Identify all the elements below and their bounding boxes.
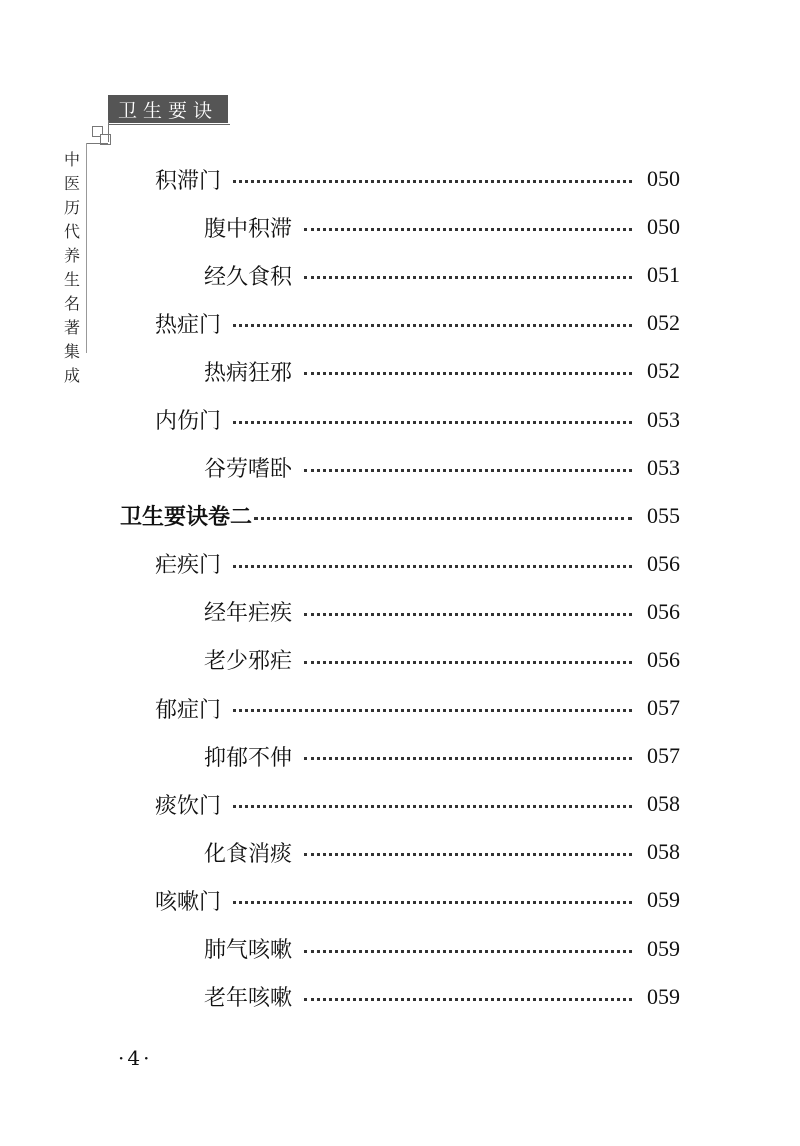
toc-entry-title: 经久食积: [204, 264, 293, 290]
toc-entry: [120, 925, 680, 973]
toc-entry-title: 经年疟疾: [204, 601, 293, 627]
toc-entry: [120, 203, 680, 251]
toc-entry-page: 059: [647, 935, 680, 961]
toc-entry-title: 痰饮门: [155, 793, 222, 819]
toc-entry-page: 051: [647, 262, 680, 288]
toc-leader-dots: [233, 564, 632, 568]
toc-entry-title: 老年咳嗽: [204, 986, 293, 1012]
toc-entry: [120, 828, 680, 876]
toc-entry-page: 055: [647, 502, 680, 528]
toc-entry-page: 059: [647, 983, 680, 1009]
series-title-char: 集: [63, 342, 80, 361]
toc-leader-dots: [304, 949, 632, 953]
series-title-char: 生: [63, 270, 80, 289]
toc-entry-page: 050: [647, 166, 680, 192]
toc-entry-page: 052: [647, 310, 680, 336]
toc-entry-page: 056: [647, 550, 680, 576]
toc-entry-title: 抑郁不伸: [204, 745, 293, 771]
series-title-char: 名: [63, 294, 80, 313]
toc-entry-page: 058: [647, 839, 680, 865]
toc-entry-page: 058: [647, 791, 680, 817]
series-title-border: [86, 143, 87, 353]
toc-entry-title: 肺气咳嗽: [204, 938, 293, 964]
toc-entry-page: 056: [647, 598, 680, 624]
toc-entry-title: 热病狂邪: [204, 360, 293, 386]
toc-entry-title: 卫生要诀卷二: [120, 504, 253, 531]
toc-entry-page: 050: [647, 214, 680, 240]
toc-leader-dots: [254, 516, 632, 520]
toc-entry: [120, 444, 680, 492]
toc-entry: [120, 636, 680, 684]
page-number: ·4·: [118, 1046, 153, 1070]
series-title-char: 历: [63, 198, 80, 217]
toc-entry: [120, 973, 680, 1021]
toc-entry-page: 057: [647, 695, 680, 721]
toc-entry-title: 腹中积滞: [204, 216, 293, 242]
toc-entry: [120, 540, 680, 588]
series-title-char: 医: [63, 174, 80, 193]
toc-entry-title: 内伤门: [155, 409, 222, 435]
toc-entry-title: 疟疾门: [155, 553, 222, 579]
toc-leader-dots: [304, 275, 632, 279]
header-corner-line: [86, 143, 108, 144]
toc-leader-dots: [304, 852, 632, 856]
series-title-char: 代: [63, 222, 80, 241]
toc-leader-dots: [233, 708, 632, 712]
toc-leader-dots: [304, 227, 632, 231]
toc-entry-title: 郁症门: [155, 697, 222, 723]
toc-entry: [120, 876, 680, 924]
series-title-char: 著: [63, 318, 80, 337]
toc-entry: [120, 492, 680, 540]
toc-entry-page: 056: [647, 646, 680, 672]
series-title-char: 中: [63, 150, 80, 169]
toc-entry: [120, 395, 680, 443]
table-of-contents: [120, 155, 680, 1021]
toc-entry: [120, 299, 680, 347]
toc-leader-dots: [233, 804, 632, 808]
series-title-char: 养: [63, 246, 80, 265]
toc-entry: [120, 347, 680, 395]
header-rule: [108, 124, 230, 125]
toc-leader-dots: [233, 179, 632, 183]
toc-entry-page: 053: [647, 454, 680, 480]
series-title: [60, 148, 84, 388]
toc-leader-dots: [304, 371, 632, 375]
running-header-title: 卫生要诀: [108, 95, 228, 123]
toc-entry-page: 053: [647, 406, 680, 432]
toc-leader-dots: [304, 468, 632, 472]
toc-entry-page: 059: [647, 887, 680, 913]
toc-entry: [120, 251, 680, 299]
toc-leader-dots: [304, 612, 632, 616]
series-title-char: 成: [63, 366, 80, 385]
toc-entry-page: 057: [647, 743, 680, 769]
toc-entry-title: 热症门: [155, 312, 222, 338]
toc-entry: [120, 684, 680, 732]
toc-leader-dots: [233, 420, 632, 424]
toc-entry-title: 老少邪疟: [204, 649, 293, 675]
toc-entry: [120, 732, 680, 780]
toc-entry-title: 化食消痰: [204, 841, 293, 867]
toc-leader-dots: [304, 660, 632, 664]
toc-leader-dots: [233, 323, 632, 327]
toc-entry: [120, 780, 680, 828]
header-corner-line: [108, 120, 109, 142]
toc-entry: [120, 588, 680, 636]
toc-entry-title: 咳嗽门: [155, 889, 222, 915]
toc-leader-dots: [304, 997, 632, 1001]
toc-leader-dots: [233, 900, 632, 904]
toc-entry-page: 052: [647, 358, 680, 384]
toc-entry: [120, 155, 680, 203]
toc-leader-dots: [304, 756, 632, 760]
toc-entry-title: 谷劳嗜卧: [204, 457, 293, 483]
toc-entry-title: 积滞门: [155, 168, 222, 194]
